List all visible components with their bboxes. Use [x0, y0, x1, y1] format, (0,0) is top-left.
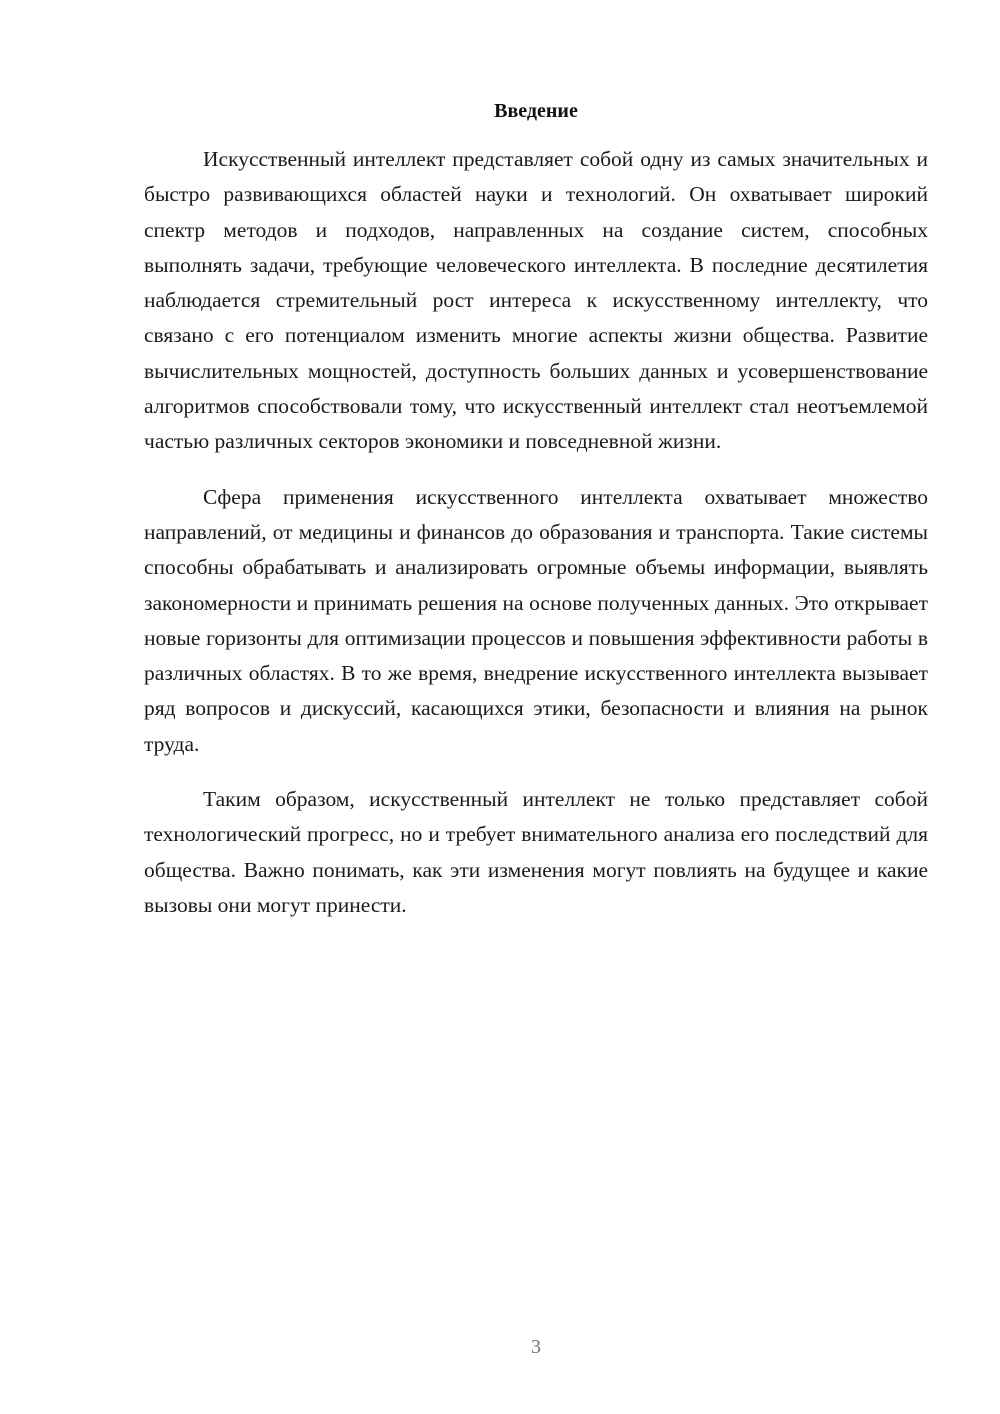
page-number: 3 [531, 1336, 541, 1358]
section-heading: Введение [494, 100, 578, 122]
paragraph-3: Таким образом, искусственный интеллект не только представляет собой технологический прогресс, но и требует внимательного анализа его последствий для общества. Важно понимать, как эти изменения могут повлиять на будущее и какие вызовы они могут принести. [144, 787, 928, 917]
body-text [144, 142, 928, 943]
paragraph-1: Искусственный интеллект представляет собой одну из самых значительных и быстро развивающихся областей науки и технологий. Он охватывает широкий спектр методов и подходов, направленных на создание систем, способных выполнять задачи, требующие человеческого интеллекта. В последние десятилетия наблюдается стремительный рост интереса к искусственному интеллекту, что связано с его потенциалом изменить многие аспекты жизни общества. Развитие вычислительных мощностей, доступность больших данных и усовершенствование алгоритмов способствовали тому, что искусственный интеллект стал неотъемлемой частью различных секторов экономики и повседневной жизни. [144, 147, 928, 454]
paragraph-2: Сфера применения искусственного интеллекта охватывает множество направлений, от медицины и финансов до образования и транспорта. Такие системы способны обрабатывать и анализировать огромные объемы информации, выявлять закономерности и принимать решения на основе полученных данных. Это открывает новые горизонты для оптимизации процессов и повышения эффективности работы в различных областях. В то же время, внедрение искусственного интеллекта вызывает ряд вопросов и дискуссий, касающихся этики, безопасности и влияния на рынок труда. [144, 484, 928, 756]
